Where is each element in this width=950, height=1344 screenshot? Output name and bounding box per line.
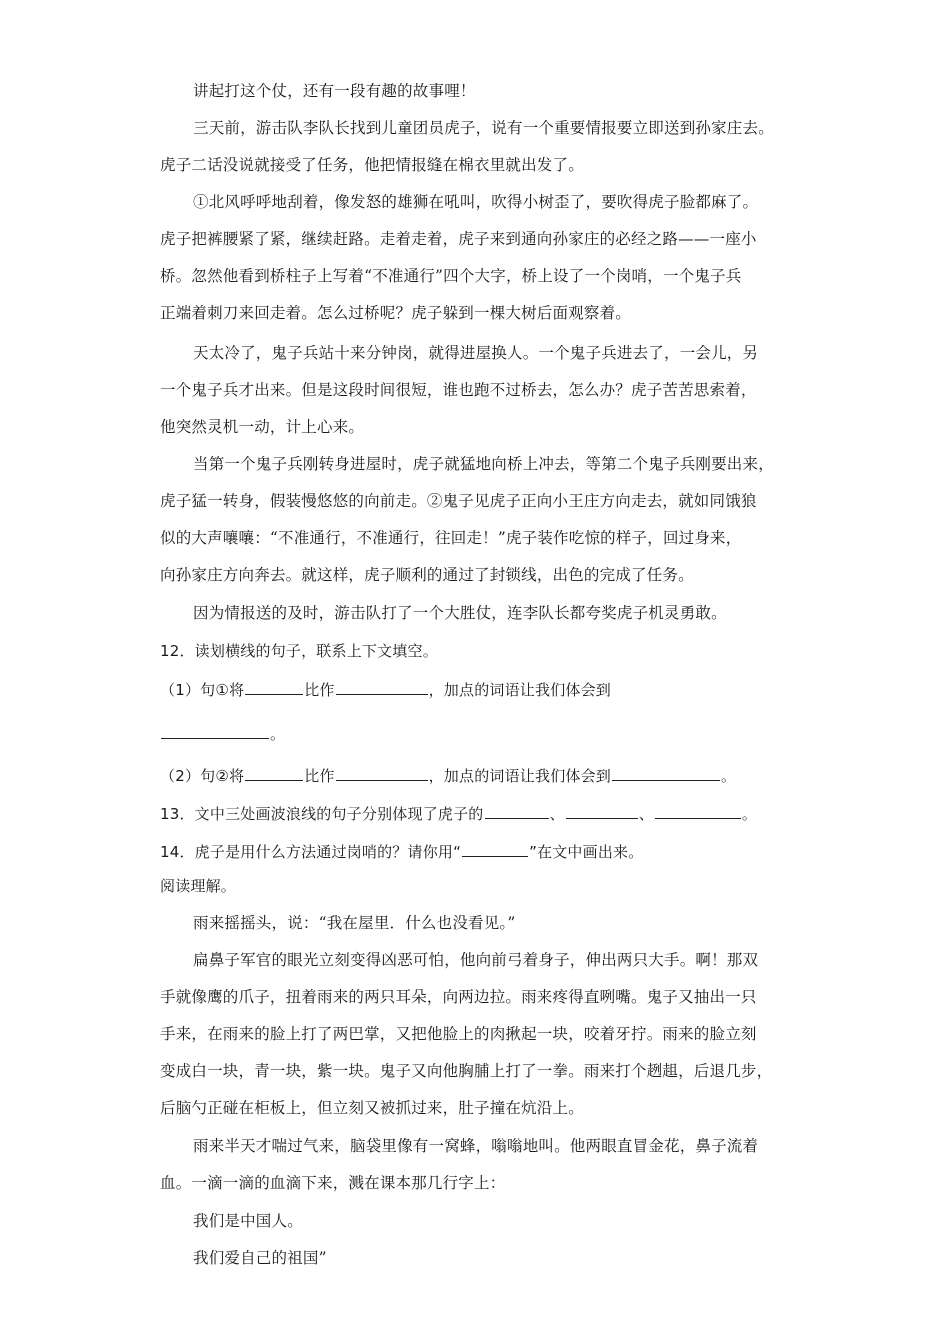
- underlined-sentence: 啊！那双: [695, 951, 759, 969]
- paragraph-line: [160, 229, 800, 249]
- text: 正端着刺刀来回走着。怎么过桥呢？: [160, 304, 412, 322]
- text: 雨来摇摇头，说：“我在屋里．什么也没看见。”: [193, 914, 516, 932]
- answer-blank[interactable]: [566, 802, 638, 819]
- paragraph: [193, 343, 800, 363]
- paragraph-line: [160, 266, 800, 286]
- paragraph: [193, 1136, 800, 1156]
- underlined-sentence-1: ①北风呼呼地刮着，像发怒的雄狮在吼叫，吹得小树歪了，要吹得虎子脸都麻了。: [193, 193, 759, 211]
- answer-blank[interactable]: [612, 764, 720, 781]
- paragraph: [193, 603, 800, 623]
- paragraph-line: [160, 1061, 800, 1081]
- question-12-1-cont: [160, 722, 800, 744]
- text: 天太冷了，鬼子兵站十来分钟岗，就得进屋换人。一个鬼子兵进去了，一会儿，另: [193, 344, 759, 362]
- paragraph: [193, 950, 800, 970]
- paragraph: [193, 454, 800, 474]
- question-text: （2）句②将: [160, 767, 245, 785]
- question-12: [160, 641, 800, 661]
- text: 我们是中国人。: [193, 1212, 303, 1230]
- underlined-sentence: 手就像鹰的爪子，扭着雨来的两只耳朵，向两边拉: [160, 988, 506, 1006]
- question-text: 比作: [304, 681, 335, 699]
- question-13: [160, 802, 800, 824]
- question-text: 。: [270, 725, 286, 743]
- paragraph-line: [160, 1024, 800, 1044]
- wavy-underlined-sentence: 向孙家庄方向奔去。: [160, 566, 302, 584]
- text: 虎子猛一转身，假装慢悠悠的向前走。: [160, 492, 427, 510]
- answer-blank[interactable]: [161, 722, 269, 739]
- text: 变成白一块，青一块，紫一块。鬼子又向他胸脯上打了一拳。雨来打个趔趄，后退几步，: [160, 1062, 773, 1080]
- text: 因为情报送的及时，游击队打了一个大胜仗，连李队长都夸奖虎子机灵勇敢。: [193, 604, 727, 622]
- question-text: 。: [721, 767, 737, 785]
- question-text: 、: [638, 805, 654, 823]
- question-text: ，加点的词语让我们体会到: [428, 681, 612, 699]
- text: 桥。忽然他看到桥柱子上写着“不准通行”四个大字，桥上设了一个岗哨，一个鬼子兵: [160, 267, 742, 285]
- paragraph: [193, 192, 800, 212]
- answer-blank[interactable]: [245, 764, 303, 781]
- text: 雨来半天才喘过气来，脑袋里像有一窝蜂，嗡嗡地叫。他两眼直冒金花，鼻子流着: [193, 1137, 759, 1155]
- text: 扁鼻子军官的眼光立刻变得凶恶可怕，他向前弓着身子，伸出两只大手。: [193, 951, 696, 969]
- question-text: 14．虎子是用什么方法通过岗哨的？请你用“: [160, 843, 462, 861]
- wavy-underlined-sentence: 虎子躲到一棵大树后面观察着。: [411, 304, 632, 322]
- paragraph: [193, 913, 800, 933]
- question-text: （1）句①将: [160, 681, 245, 699]
- question-text: 12．读划横线的句子，联系上下文填空。: [160, 642, 438, 660]
- text: 血。一滴一滴的血滴下来，溅在课本那几行字上：: [160, 1174, 506, 1192]
- question-text: 13．文中三处画波浪线的句子分别体现了虎子的: [160, 805, 484, 823]
- paragraph-line: [160, 491, 800, 511]
- text: 后脑勺正碰在柜板上，但立刻又被抓过来，肚子撞在炕沿上。: [160, 1099, 584, 1117]
- text: 他突然灵机一动，计上心来。: [160, 418, 365, 436]
- answer-blank[interactable]: [336, 678, 428, 695]
- paragraph-line: [160, 1098, 800, 1118]
- text: 我们爱自己的祖国”: [193, 1249, 327, 1267]
- paragraph-line: [160, 987, 800, 1007]
- text: 虎子把裤腰紧了紧，继续赶路。走着走着，虎子来到通向孙家庄的必经之路——一座小: [160, 230, 757, 248]
- paragraph: [193, 81, 800, 101]
- answer-blank[interactable]: [655, 802, 741, 819]
- question-text: 、: [549, 805, 565, 823]
- section-heading: [160, 876, 800, 896]
- paragraph-line: [160, 1173, 800, 1193]
- wavy-underlined-sentence: 虎子装作吃惊的样子，回过身来，: [505, 529, 742, 547]
- paragraph-line: [160, 380, 800, 400]
- question-text: 比作: [304, 767, 335, 785]
- question-text: 。: [741, 805, 758, 823]
- question-text: ，加点的词语让我们体会到: [428, 767, 612, 785]
- text: 当第一个鬼子兵刚转身进屋时，虎子就猛地向桥上冲去，等第二个鬼子兵刚要出来，: [193, 455, 774, 473]
- answer-blank[interactable]: [336, 764, 428, 781]
- underlined-sentence-2: ②鬼子见虎子正向小王庄方向走去，就如同饿狼: [426, 492, 757, 510]
- paragraph-line: [160, 303, 800, 323]
- paragraph: [193, 1211, 800, 1231]
- paragraph-line: [160, 565, 800, 585]
- paragraph-line: [160, 155, 800, 175]
- answer-blank[interactable]: [485, 802, 549, 819]
- section-title: 阅读理解。: [160, 877, 237, 895]
- question-14: [160, 840, 800, 862]
- answer-blank[interactable]: [462, 840, 528, 857]
- text: 三天前，游击队李队长找到儿童团员虎子，说有一个重要情报要立即送到孙家庄去。: [193, 119, 774, 137]
- underlined-sentence-2: 似的大声嚷嚷：“不准通行，不准通行，往回走！”: [160, 529, 506, 547]
- paragraph: [193, 118, 800, 138]
- text: 。雨来疼得直咧嘴。鬼子又抽出一只: [505, 988, 757, 1006]
- text: 讲起打这个仗，还有一段有趣的故事哩！: [193, 82, 476, 100]
- question-12-1: [160, 678, 800, 700]
- paragraph-line: [160, 528, 800, 548]
- text: 一个鬼子兵才出来。但是这段时间很短，谁也跑不过桥去，怎么办？虎子苦苦思索着，: [160, 381, 757, 399]
- question-12-2: [160, 764, 800, 786]
- text: 就这样，虎子顺利的通过了封锁线，出色的完成了任务。: [301, 566, 694, 584]
- answer-blank[interactable]: [245, 678, 303, 695]
- paragraph-line: [160, 417, 800, 437]
- question-text: ”在文中画出来。: [529, 843, 644, 861]
- wavy-underlined-sentence: 虎子二话没说就接受了任务，他把情报缝在棉衣里就出发了。: [160, 156, 584, 174]
- paragraph: [193, 1248, 800, 1268]
- text: 手来，在雨来的脸上打了两巴掌，又把他脸上的肉揪起一块，咬着牙拧。雨来的脸立刻: [160, 1025, 757, 1043]
